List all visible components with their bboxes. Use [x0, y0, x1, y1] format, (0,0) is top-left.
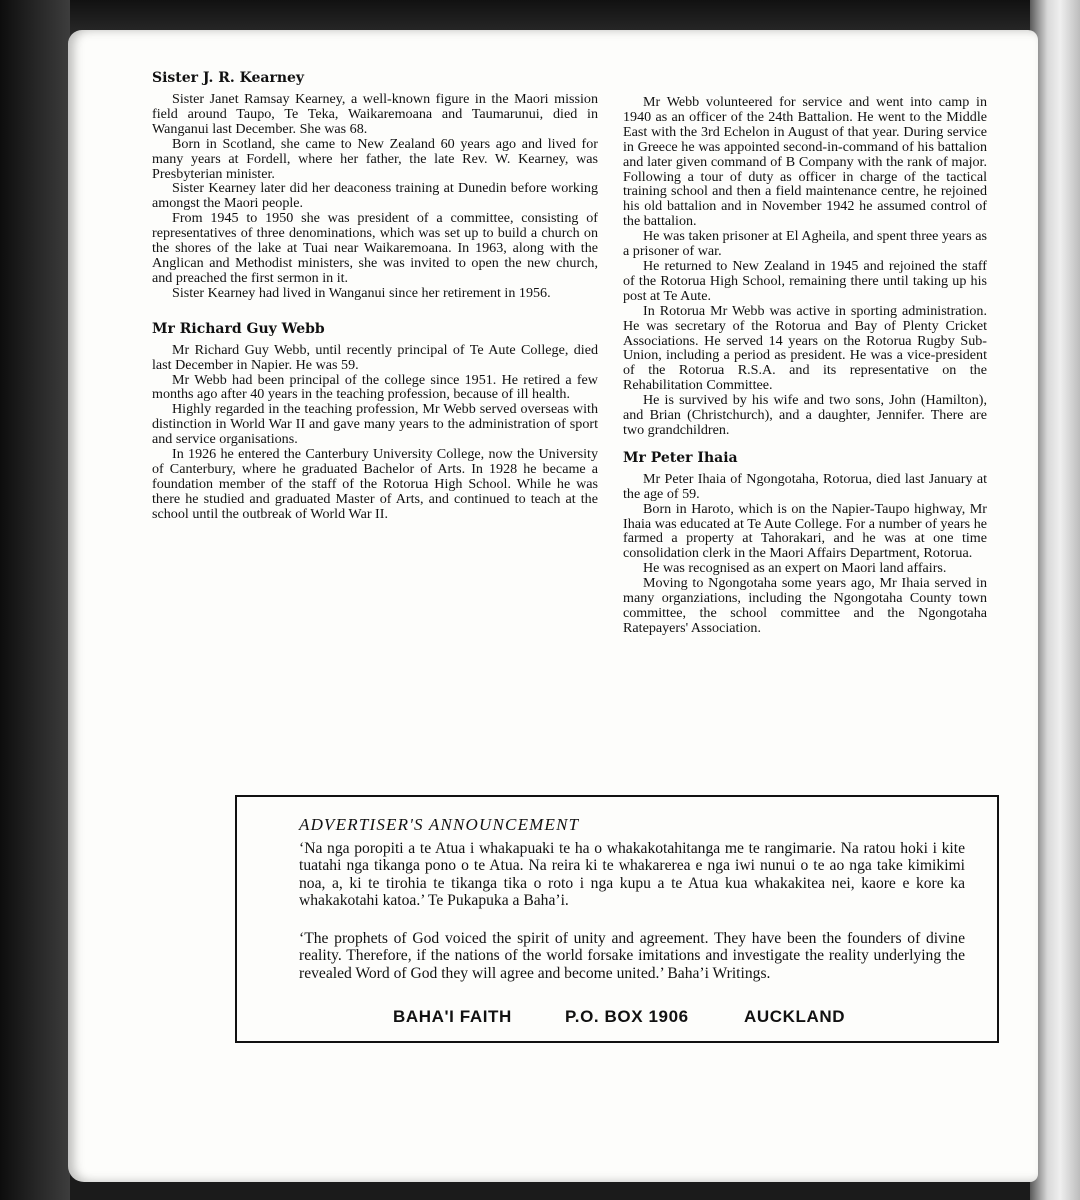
paragraph: Highly regarded in the teaching profession, Mr Webb served overseas with distinction in World War II and gave many years to the administration of sport and service organisations. [152, 401, 598, 448]
right-column [623, 95, 987, 636]
left-column [152, 70, 598, 522]
obituary-webb [152, 321, 598, 522]
paragraph: He returned to New Zealand in 1945 and rejoined the staff of the Rotorua High School, remaining there until taking up his post at Te Aute. [623, 257, 987, 304]
scan-background-left [0, 0, 70, 1200]
section-gap [152, 301, 598, 321]
advertisement-english-text: ‘The prophets of God voiced the spirit of unity and agreement. They have been the founders of divine reality. Therefore, if the nations of the world forsake imitations and investigate the reality underlying the revealed Word of God they will agree and become united.’ Baha’i Writings. [299, 930, 965, 982]
footer-organisation: BAHA'I FAITH [393, 1007, 512, 1026]
paragraph: From 1945 to 1950 she was president of a committee, consisting of representatives of three denominations, which was set up to build a church on the shores of the lake at Tuai near Waikaremoana. In 1963, along with the Anglican and Methodist ministers, she was invited to open the new church, and preached the first sermon in it. [152, 210, 598, 286]
webb-continued [623, 95, 987, 438]
heading-ihaia: Mr Peter Ihaia [623, 449, 738, 466]
paragraph: Sister Janet Ramsay Kearney, a well-known figure in the Maori mission field around Taupo, Te Teka, Waikaremoana and Taumarunui, died in Wanganui last December. She was 68. [152, 91, 598, 137]
heading-kearney: Sister J. R. Kearney [152, 70, 305, 86]
footer-po-box: P.O. BOX 1906 [565, 1007, 689, 1026]
paragraph: He is survived by his wife and two sons, John (Hamilton), and Brian (Christchurch), and a daughter, Jennifer. There are two grandchildren. [623, 392, 987, 438]
paragraph: Mr Webb volunteered for service and went into camp in 1940 as an officer of the 24th Battalion. He went to the Middle East with the 3rd Echelon in August of that year. During service in Greece he was appointed second-in-command of his battalion and later given command of B Company with the rank of major. Following a tour of duty as officer in charge of the tactical training school and then a field maintenance centre, he rejoined his old battalion and in November 1942 he assumed control of the battalion. [623, 94, 987, 230]
paragraph: Mr Webb had been principal of the college since 1951. He retired a few months ago after 40 years in the teaching profession, because of ill health. [152, 371, 598, 403]
paragraph: In 1926 he entered the Canterbury University College, now the University of Canterbury, where he graduated Bachelor of Arts. In 1928 he became a foundation member of the staff of the Rotorua High School. While he was there he studied and graduated Master of Arts, and continued to teach at the school until the outbreak of World War II. [152, 446, 598, 522]
paragraph: Mr Peter Ihaia of Ngongotaha, Rotorua, died last January at the age of 59. [623, 470, 987, 502]
advertisement-footer [237, 1007, 997, 1031]
advertisement-maori-text: ‘Na nga poropiti a te Atua i whakapuaki te ha o whakakotahitanga me te rangimarie. Na ratou hoki i kite tuatahi nga tikanga pono o te Atua. Na reira ki te whakarerea e nga iwi nunui o te ao nga take kimikimi noa, a, ki te tirohia te tikanga tika o roto i nga kupu a te Atua kua whakakitea nei, kaore e kore ka whakakotahi katoa.’ Te Pukapuka a Baha’i. [299, 840, 965, 909]
obituary-ihaia [623, 450, 987, 636]
paragraph: Sister Kearney later did her deaconess training at Dunedin before working amongst the Maori people. [152, 180, 598, 212]
paragraph: Born in Scotland, she came to New Zealand 60 years ago and lived for many years at Fordell, where her father, the late Rev. W. Kearney, was Presbyterian minister. [152, 135, 598, 182]
paragraph: He was taken prisoner at El Agheila, and spent three years as a prisoner of war. [623, 228, 987, 260]
paragraph: He was recognised as an expert on Maori land affairs. [643, 560, 947, 577]
paragraph: Born in Haroto, which is on the Napier-Taupo highway, Mr Ihaia was educated at Te Aute College. For a number of years he farmed a property at Tahorakari, and he was at one time consolidation clerk in the Maori Affairs Department, Rotorua. [623, 500, 987, 562]
advertisement-box [235, 795, 999, 1043]
footer-city: AUCKLAND [744, 1007, 846, 1026]
heading-webb: Mr Richard Guy Webb [152, 320, 325, 337]
paragraph: Sister Kearney had lived in Wanganui since her retirement in 1956. [172, 284, 551, 301]
advertisement-title: ADVERTISER'S ANNOUNCEMENT [299, 815, 580, 834]
paragraph: In Rotorua Mr Webb was active in sporting administration. He was secretary of the Rotorua and Bay of Plenty Cricket Associations. He served 14 years on the Rotorua Rugby Sub-Union, including a period as president. He was a vice-president of the Rotorua R.S.A. and its representative on the Rehabilitation Committee. [623, 302, 987, 394]
obituary-kearney [152, 70, 598, 301]
paragraph: Mr Richard Guy Webb, until recently principal of Te Aute College, died last December in Napier. He was 59. [152, 341, 598, 373]
paragraph: Moving to Ngongotaha some years ago, Mr Ihaia served in many organziations, including the Ngongotaha County town committee, the school committee and the Ngongotaha Ratepayers' Association. [623, 575, 987, 636]
